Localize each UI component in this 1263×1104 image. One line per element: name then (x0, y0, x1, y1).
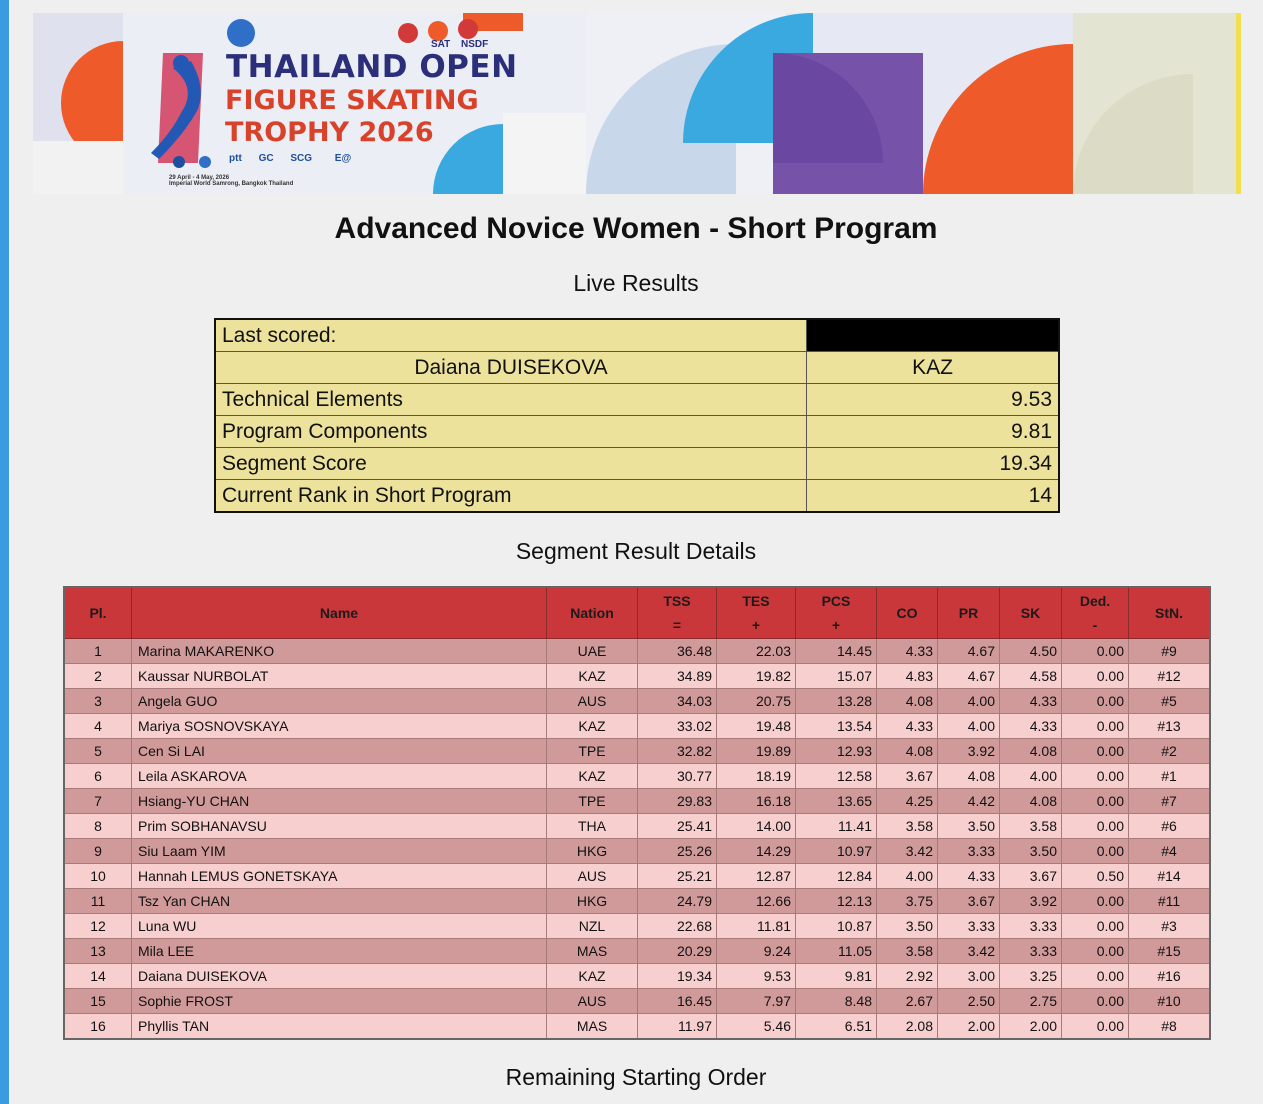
cell-co: 4.08 (877, 739, 938, 764)
cell-place: 4 (64, 714, 132, 739)
cell-stn: #2 (1129, 739, 1211, 764)
cell-pcs: 12.93 (796, 739, 877, 764)
cell-co: 3.58 (877, 939, 938, 964)
cell-co: 3.75 (877, 889, 938, 914)
segment-details-heading: Segment Result Details (515, 538, 757, 564)
cell-name: Marina MAKARENKO (132, 639, 547, 664)
remaining-order-heading: Remaining Starting Order (505, 1064, 767, 1090)
results-table (63, 586, 1211, 1040)
cell-nation: MAS (547, 1014, 638, 1040)
col-header-stn: StN. (1129, 587, 1211, 639)
cell-pr: 4.42 (938, 789, 1000, 814)
cell-place: 2 (64, 664, 132, 689)
cell-sk: 3.25 (1000, 964, 1062, 989)
cell-nation: THA (547, 814, 638, 839)
cell-pr: 3.00 (938, 964, 1000, 989)
cell-stn: #9 (1129, 639, 1211, 664)
segment-score-value: 19.34 (807, 448, 1060, 480)
result-row (64, 839, 1210, 864)
cell-nation: AUS (547, 689, 638, 714)
cell-tss: 24.79 (638, 889, 717, 914)
cell-sk: 3.58 (1000, 814, 1062, 839)
last-scored-header-row (215, 319, 1059, 352)
cell-name: Daiana DUISEKOVA (132, 964, 547, 989)
cell-co: 3.67 (877, 764, 938, 789)
cell-sk: 4.33 (1000, 714, 1062, 739)
cell-place: 9 (64, 839, 132, 864)
col-header-pcs-op: + (831, 617, 841, 633)
technical-elements-value: 9.53 (807, 384, 1060, 416)
cell-sk: 2.75 (1000, 989, 1062, 1014)
cell-co: 2.67 (877, 989, 938, 1014)
cell-tes: 7.97 (717, 989, 796, 1014)
col-header-tes (717, 587, 796, 639)
col-header-name: Name (132, 587, 547, 639)
cell-pcs: 12.84 (796, 864, 877, 889)
cell-pr: 4.00 (938, 689, 1000, 714)
cell-tss: 34.89 (638, 664, 717, 689)
cell-pcs: 13.54 (796, 714, 877, 739)
cell-tss: 32.82 (638, 739, 717, 764)
cell-tss: 33.02 (638, 714, 717, 739)
cell-place: 12 (64, 914, 132, 939)
cell-tes: 18.19 (717, 764, 796, 789)
cell-co: 4.25 (877, 789, 938, 814)
cell-tss: 25.41 (638, 814, 717, 839)
cell-stn: #11 (1129, 889, 1211, 914)
cell-ded: 0.00 (1062, 939, 1129, 964)
cell-pr: 4.67 (938, 664, 1000, 689)
banner-subtitle-line2: TROPHY 2026 (225, 117, 434, 148)
cell-tss: 11.97 (638, 1014, 717, 1040)
cell-sk: 4.50 (1000, 639, 1062, 664)
cell-sk: 3.92 (1000, 889, 1062, 914)
banner-graphic (33, 13, 1241, 194)
cell-tss: 36.48 (638, 639, 717, 664)
cell-pcs: 11.41 (796, 814, 877, 839)
cell-sk: 4.08 (1000, 789, 1062, 814)
cell-name: Hannah LEMUS GONETSKAYA (132, 864, 547, 889)
cell-ded: 0.00 (1062, 914, 1129, 939)
results-body (64, 639, 1210, 1040)
col-header-ded-op: - (1092, 617, 1098, 633)
cell-name: Mariya SOSNOVSKAYA (132, 714, 547, 739)
cell-ded: 0.00 (1062, 889, 1129, 914)
program-components-row (215, 416, 1059, 448)
cell-tss: 20.29 (638, 939, 717, 964)
col-header-pl: Pl. (64, 587, 132, 639)
result-row (64, 664, 1210, 689)
sat-logo-label: SAT (431, 39, 451, 50)
col-header-tss (638, 587, 717, 639)
cell-ded: 0.00 (1062, 989, 1129, 1014)
segment-score-row (215, 448, 1059, 480)
cell-ded: 0.00 (1062, 964, 1129, 989)
cell-co: 4.08 (877, 689, 938, 714)
result-row (64, 739, 1210, 764)
cell-nation: KAZ (547, 714, 638, 739)
cell-stn: #1 (1129, 764, 1211, 789)
result-row (64, 1014, 1210, 1040)
cell-name: Kaussar NURBOLAT (132, 664, 547, 689)
cell-tes: 19.82 (717, 664, 796, 689)
cell-tss: 25.26 (638, 839, 717, 864)
cell-place: 3 (64, 689, 132, 714)
cell-tss: 30.77 (638, 764, 717, 789)
col-header-nation: Nation (547, 587, 638, 639)
cell-ded: 0.00 (1062, 714, 1129, 739)
cell-place: 11 (64, 889, 132, 914)
current-rank-label: Current Rank in Short Program (215, 480, 807, 513)
page-title: Advanced Novice Women - Short Program (334, 212, 938, 245)
cell-nation: TPE (547, 789, 638, 814)
cell-name: Phyllis TAN (132, 1014, 547, 1040)
cell-place: 10 (64, 864, 132, 889)
cell-sk: 3.33 (1000, 914, 1062, 939)
col-header-tss-label: TSS (663, 593, 691, 609)
cell-place: 6 (64, 764, 132, 789)
cell-co: 2.92 (877, 964, 938, 989)
cell-pcs: 10.87 (796, 914, 877, 939)
banner-subtitle-line1: FIGURE SKATING (225, 85, 479, 116)
last-scored-name: Daiana DUISEKOVA (215, 352, 807, 384)
cell-nation: MAS (547, 939, 638, 964)
program-components-label: Program Components (215, 416, 807, 448)
cell-sk: 3.33 (1000, 939, 1062, 964)
sponsor-ea: E@ (334, 153, 352, 164)
cell-stn: #7 (1129, 789, 1211, 814)
cell-co: 2.08 (877, 1014, 938, 1040)
sponsor-gc: GC (258, 153, 274, 164)
cell-name: Leila ASKAROVA (132, 764, 547, 789)
cell-place: 16 (64, 1014, 132, 1040)
cell-pcs: 13.65 (796, 789, 877, 814)
last-scored-box (214, 318, 1060, 513)
cell-stn: #8 (1129, 1014, 1211, 1040)
col-header-tes-label: TES (742, 593, 770, 609)
results-page (9, 0, 1263, 1104)
cell-co: 3.42 (877, 839, 938, 864)
cell-pr: 3.50 (938, 814, 1000, 839)
cell-tes: 19.89 (717, 739, 796, 764)
cell-pcs: 13.28 (796, 689, 877, 714)
result-row (64, 689, 1210, 714)
cell-sk: 3.50 (1000, 839, 1062, 864)
result-row (64, 964, 1210, 989)
last-scored-label: Last scored: (215, 319, 807, 352)
cell-nation: KAZ (547, 764, 638, 789)
cell-tes: 14.29 (717, 839, 796, 864)
cell-stn: #5 (1129, 689, 1211, 714)
cell-pcs: 11.05 (796, 939, 877, 964)
nsdf-logo-label: NSDF (461, 39, 489, 50)
cell-name: Tsz Yan CHAN (132, 889, 547, 914)
last-scored-black-cell (807, 319, 1060, 352)
event-banner (33, 13, 1241, 194)
cell-pr: 4.67 (938, 639, 1000, 664)
technical-elements-row (215, 384, 1059, 416)
cell-nation: KAZ (547, 664, 638, 689)
cell-ded: 0.00 (1062, 764, 1129, 789)
cell-nation: TPE (547, 739, 638, 764)
cell-tss: 16.45 (638, 989, 717, 1014)
col-header-tes-op: + (751, 617, 761, 633)
cell-tes: 11.81 (717, 914, 796, 939)
cell-place: 15 (64, 989, 132, 1014)
cell-tss: 19.34 (638, 964, 717, 989)
cell-tes: 14.00 (717, 814, 796, 839)
cell-nation: KAZ (547, 964, 638, 989)
col-header-co: CO (877, 587, 938, 639)
banner-date (169, 175, 293, 187)
cell-name: Mila LEE (132, 939, 547, 964)
result-row (64, 989, 1210, 1014)
cell-stn: #16 (1129, 964, 1211, 989)
cell-ded: 0.00 (1062, 739, 1129, 764)
last-scored-skater-row (215, 352, 1059, 384)
cell-pr: 3.33 (938, 914, 1000, 939)
cell-ded: 0.50 (1062, 864, 1129, 889)
cell-pr: 4.33 (938, 864, 1000, 889)
cell-pcs: 15.07 (796, 664, 877, 689)
result-row (64, 789, 1210, 814)
cell-place: 1 (64, 639, 132, 664)
sponsor-scg: SCG (290, 153, 313, 164)
result-row (64, 939, 1210, 964)
cell-nation: HKG (547, 839, 638, 864)
banner-date-line2: Imperial World Samrong, Bangkok Thailand (169, 181, 294, 187)
cell-pr: 4.00 (938, 714, 1000, 739)
cell-pcs: 12.13 (796, 889, 877, 914)
cell-name: Sophie FROST (132, 989, 547, 1014)
cell-nation: AUS (547, 864, 638, 889)
cell-stn: #15 (1129, 939, 1211, 964)
segment-score-label: Segment Score (215, 448, 807, 480)
cell-stn: #10 (1129, 989, 1211, 1014)
cell-stn: #13 (1129, 714, 1211, 739)
cell-pcs: 10.97 (796, 839, 877, 864)
cell-ded: 0.00 (1062, 839, 1129, 864)
cell-pr: 4.08 (938, 764, 1000, 789)
cell-name: Cen Si LAI (132, 739, 547, 764)
cell-tss: 29.83 (638, 789, 717, 814)
col-header-pr: PR (938, 587, 1000, 639)
cell-tes: 9.24 (717, 939, 796, 964)
cell-pcs: 12.58 (796, 764, 877, 789)
col-header-ded (1062, 587, 1129, 639)
technical-elements-label: Technical Elements (215, 384, 807, 416)
result-row (64, 714, 1210, 739)
cell-name: Prim SOBHANAVSU (132, 814, 547, 839)
cell-pcs: 9.81 (796, 964, 877, 989)
cell-pr: 2.50 (938, 989, 1000, 1014)
cell-place: 5 (64, 739, 132, 764)
result-row (64, 639, 1210, 664)
cell-sk: 4.58 (1000, 664, 1062, 689)
cell-sk: 4.00 (1000, 764, 1062, 789)
cell-place: 14 (64, 964, 132, 989)
result-row (64, 764, 1210, 789)
cell-tes: 9.53 (717, 964, 796, 989)
cell-nation: NZL (547, 914, 638, 939)
cell-tes: 16.18 (717, 789, 796, 814)
cell-tss: 22.68 (638, 914, 717, 939)
cell-co: 4.33 (877, 714, 938, 739)
cell-name: Siu Laam YIM (132, 839, 547, 864)
cell-tes: 19.48 (717, 714, 796, 739)
cell-tss: 25.21 (638, 864, 717, 889)
cell-pcs: 8.48 (796, 989, 877, 1014)
cell-place: 7 (64, 789, 132, 814)
cell-pr: 2.00 (938, 1014, 1000, 1040)
cell-tes: 12.66 (717, 889, 796, 914)
cell-nation: AUS (547, 989, 638, 1014)
cell-ded: 0.00 (1062, 689, 1129, 714)
cell-tes: 22.03 (717, 639, 796, 664)
col-header-sk: SK (1000, 587, 1062, 639)
cell-pcs: 14.45 (796, 639, 877, 664)
window-edge (0, 0, 9, 1104)
cell-co: 3.58 (877, 814, 938, 839)
cell-ded: 0.00 (1062, 814, 1129, 839)
cell-pr: 3.42 (938, 939, 1000, 964)
results-header-row (64, 587, 1210, 639)
cell-stn: #4 (1129, 839, 1211, 864)
cell-sk: 3.67 (1000, 864, 1062, 889)
cell-name: Luna WU (132, 914, 547, 939)
cell-nation: UAE (547, 639, 638, 664)
last-scored-nation: KAZ (807, 352, 1060, 384)
cell-place: 8 (64, 814, 132, 839)
cell-pcs: 6.51 (796, 1014, 877, 1040)
result-row (64, 914, 1210, 939)
cell-pr: 3.92 (938, 739, 1000, 764)
sponsor-ptt: ptt (229, 153, 242, 164)
cell-nation: HKG (547, 889, 638, 914)
cell-co: 4.33 (877, 639, 938, 664)
cell-ded: 0.00 (1062, 664, 1129, 689)
current-rank-row (215, 480, 1059, 513)
cell-sk: 2.00 (1000, 1014, 1062, 1040)
cell-tes: 12.87 (717, 864, 796, 889)
sponsor-strip (169, 153, 351, 164)
live-results-heading: Live Results (573, 270, 699, 296)
result-row (64, 814, 1210, 839)
cell-ded: 0.00 (1062, 639, 1129, 664)
cell-ded: 0.00 (1062, 1014, 1129, 1040)
current-rank-value: 14 (807, 480, 1060, 513)
cell-co: 3.50 (877, 914, 938, 939)
col-header-tss-op: = (672, 617, 682, 633)
cell-ded: 0.00 (1062, 789, 1129, 814)
cell-stn: #6 (1129, 814, 1211, 839)
col-header-ded-label: Ded. (1079, 593, 1111, 609)
banner-title: THAILAND OPEN (226, 49, 518, 85)
result-row (64, 864, 1210, 889)
cell-sk: 4.33 (1000, 689, 1062, 714)
col-header-pcs-label: PCS (821, 593, 851, 609)
col-header-pcs (796, 587, 877, 639)
cell-tes: 5.46 (717, 1014, 796, 1040)
cell-co: 4.83 (877, 664, 938, 689)
cell-stn: #14 (1129, 864, 1211, 889)
cell-tss: 34.03 (638, 689, 717, 714)
cell-place: 13 (64, 939, 132, 964)
cell-stn: #12 (1129, 664, 1211, 689)
cell-name: Hsiang-YU CHAN (132, 789, 547, 814)
banner-date-line1: 29 April - 4 May, 2026 (169, 175, 230, 181)
cell-name: Angela GUO (132, 689, 547, 714)
cell-pr: 3.67 (938, 889, 1000, 914)
result-row (64, 889, 1210, 914)
cell-pr: 3.33 (938, 839, 1000, 864)
cell-tes: 20.75 (717, 689, 796, 714)
cell-stn: #3 (1129, 914, 1211, 939)
cell-sk: 4.08 (1000, 739, 1062, 764)
program-components-value: 9.81 (807, 416, 1060, 448)
cell-co: 4.00 (877, 864, 938, 889)
